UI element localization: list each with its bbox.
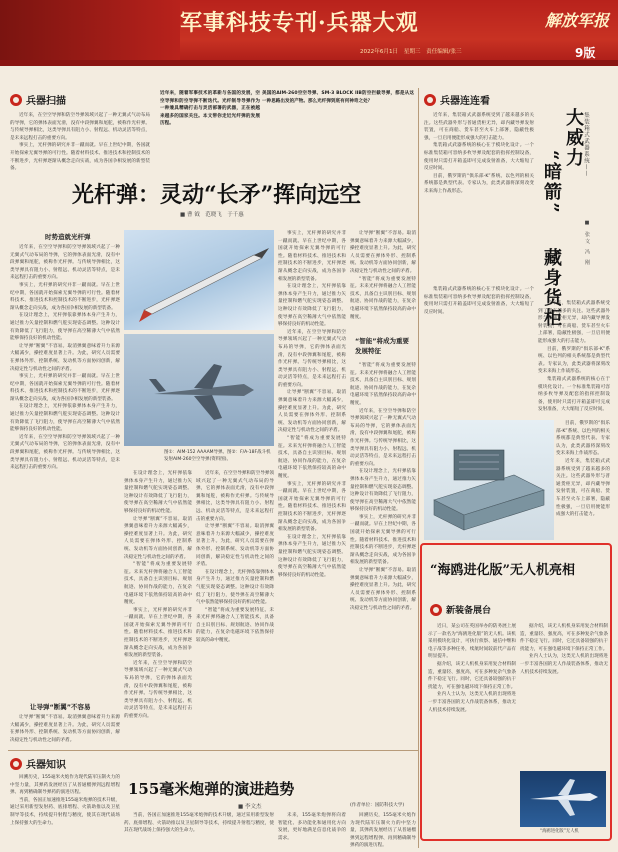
section-bullet-icon [430,604,442,616]
article-column-3: 近年来，在空空导弹和防空导弹领域兴起了一种无翼式气动布局的导弹，它的弹体表面光滑，没有中段弹翼和尾舵，被称作光杆弹。与传统导弹相比，这类导弹具有阻力小、射程远、机动灵活等特点，是未来远程打击的重要方向。 让导弹“断翼”不容易。取消弹翼意味着升力来源大幅减少，操控难度显著上升。为此，研究人员需要在弹体外形、控制系统、发动机等方面协同创新，解决稳定性与机动性之间的矛盾。 在设计理念上，光杆弹依靠弹体本身产生升力，通过推力矢量控制和燃气舵实现姿态调整。这种设计有效降低了飞行阻力，使导弹在高空稀薄大气中依然能够保持良好的机动性能。 “智能”将成为重要发展特征。未来光杆弹将融合人工智能技术，具备自主识别目标、规划航迹、协同作战的能力，在复杂电磁环境下依然保持较高的命中精度。 [196,471,274,644]
container-weapon-photo [424,420,554,540]
section-tag-knowledge: 兵器知识 [10,756,66,771]
column-divider [418,88,419,848]
subheading-2: 让导弹“断翼”不容易 [30,703,91,711]
section-divider [8,750,418,751]
drone-article-title: “海鸥进化版”无人机亮相 [430,563,575,578]
drone-column-2: 据介绍，该无人机机身采用复合材料制造，重量轻、强度高，可在多种复杂气象条件下稳定飞行。同时，它还具备较强的抗干扰能力，可在强电磁环境下保持正常工作。 业内人士认为，这类无人机的出现将进一步丰富各国的无人作战装备体系，推动无人机技术持续发展。 [520,624,608,675]
page-number: 9版 [575,46,596,60]
masthead [0,0,618,66]
bottom-article-title: 155毫米炮弹的演进趋势 [128,780,295,798]
drone-article-box[interactable] [420,543,612,841]
main-article-footer: (作者单位：国防科技大学) [350,803,405,808]
right-column-1b: 集装箱式武器系统的核心在于模块化设计。一个标准集装箱可容纳多枚导弹及配套的指挥控制设备，使用时只需打开箱盖即可完成发射准备，大大缩短了反应时间。 [424,287,534,315]
main-photo-caption: 图①：AIM-152 AAAAM导弹。图②：F/A-18F战斗机发射AIM-260空空导弹(资料图)。 [164,450,271,462]
fighter-jet-icon [124,334,274,446]
intro-blurb-right: 美国的AIM-260空空导弹、SM-3 BLOCK IIB防空拦截导弹，都是从这一种思路出发的产物。那么光纤弹到底有何神奇之处？ [262,91,414,104]
section-tag-expo: 兵器连连看 [424,92,490,107]
drone-photo-caption: “海鸥进化版”无人机 [540,829,579,834]
right-article-byline: ■ 张文 冯 刚 [584,220,590,267]
bottom-column-2: 当前，各国正加速推进155毫米炮弹的技术升级，通过采用新型发射药、底排增程、火箭助推以及卫星制导等技术，持续提升射程与精度，使其在现代战场上保持强大的生命力。 [124,813,274,834]
section-bullet-icon [10,94,22,106]
section-tag-scan: 兵器扫描 [10,92,66,107]
subheading-1: 时势造就光杆弹 [45,233,91,241]
right-article-title-a: 大威力 [563,108,584,168]
issue-date: 2022年6月1日 星期三 责任编辑/张三 [360,49,462,55]
drone-silhouette-icon [520,771,606,827]
shipping-container-icon [424,420,554,540]
intro-blurb: 近年来，随着军事技术的革新与各国的发展，空空导弹和防空导弹不断迭代。光纤制导导弹作为一种兼具精确打击与灵活部署的武器，正在被越来越多的国家关注。本文带你走近光纤弹的发展历程。 [160,91,260,127]
main-article-title: 光杆弹：灵动“长矛”挥向远空 [72,182,362,208]
drone-photo [520,771,606,827]
newspaper-logo: 解放军报 [545,11,610,30]
bottom-article-byline: ■ 李文杰 [238,804,262,810]
section-bullet-icon [10,758,22,770]
right-article-title-c: 藏身货柜 [541,248,562,328]
missile-illustration-icon [124,230,274,330]
right-article-kicker: 集装箱式武器系统—— [583,112,589,177]
page-title: 军事科技专刊·兵器大观 [180,10,419,36]
masthead-graphic [0,0,180,60]
bottom-column-1: 回溯历史，155毫米火炮作为现代陆军压制火力的中坚力量，其弹药发展经历了从普通榴弹到远程增程弹、再到精确制导弹药的演进历程。 当前，各国正加速推进155毫米炮弹的技术升级，通过采用新型发射药、底排增程、火箭助推以及卫星制导等技术，持续提升射程与精度，使其在现代战场上保持强大的生命力。 [10,775,120,826]
main-article-byline: ■ 曹 钺 范晓飞 于千惠 [180,212,244,218]
jet-photo [124,334,274,446]
article-column-1a: 近年来，在空空导弹和防空导弹领域兴起了一种无翼式气动布局的导弹，它的弹体表面光滑，没有中段弹翼和尾舵，被称作光杆弹。与传统导弹相比，这类导弹具有阻力小、射程远、机动灵活等特点，是未来远程打击的重要方向。 事实上，光杆弹的研究并非一蹴而就。早在上世纪中期，各国就开始探索无翼导弹的可行性。随着材料技术、推进技术和控制技术的不断进步，光杆弹逐渐从概念走向实战，成为各国争相发展的新型装备。 [10,113,150,172]
right-column-2: 近年来，集装箱式武器系统受到了越来越多的关注。这些武器外形与普通货柜无异，却内藏导弹发射装置，可在商船、货车甚至火车上部署，隐蔽性极强，一旦启用便能形成强大的打击能力。 目前，俄罗斯的“俱乐部-K”系统、以色列的相关系统都是典型代表。专家认为，此类武器将深刻改变未来海上作战形态。 集装箱式武器系统的核心在于模块化设计。一个标准集装箱可容纳多枚导弹及配套的指挥控制设备，使用时只需打开箱盖即可完成发射准备，大大缩短了反应时间。 [538,301,610,413]
section-bullet-icon [424,94,436,106]
right-article-title-b: “暗箭” [541,150,562,215]
masthead-bar [0,60,618,66]
bottom-column-4: 回溯历史，155毫米火炮作为现代陆军压制火力的中坚力量，其弹药发展经历了从普通榴弹到远程增程弹、再到精确制导弹药的演进历程。 [350,813,416,848]
right-column-1a: 近年来，集装箱式武器系统受到了越来越多的关注。这些武器外形与普通货柜无异，却内藏导弹发射装置，可在商船、货车甚至火车上部署，隐蔽性极强，一旦启用便能形成强大的打击能力。 集装箱式武器系统的核心在于模块化设计。一个标准集装箱可容纳多枚导弹及配套的指挥控制设备，使用时只需打开箱盖即可完成发射准备，大大缩短了反应时间。 目前，俄罗斯的“俱乐部-K”系统、以色列的相关系统都是典型代表。专家认为，此类武器将深刻改变未来海上作战形态。 [424,113,534,194]
bottom-column-3: 未来，155毫米炮弹将向着智能化、多功能化和通用化方向发展，更好地满足信息化战争的需求。 [278,813,346,841]
article-column-1: 近年来，在空空导弹和防空导弹领域兴起了一种无翼式气动布局的导弹，它的弹体表面光滑，没有中段弹翼和尾舵，被称作光杆弹。与传统导弹相比，这类导弹具有阻力小、射程远、机动灵活等特点，是未来远程打击的重要方向。 事实上，光杆弹的研究并非一蹴而就。早在上世纪中期，各国就开始探索无翼导弹的可行性。随着材料技术、推进技术和控制技术的不断进步，光杆弹逐渐从概念走向实战，成为各国争相发展的新型装备。 在设计理念上，光杆弹依靠弹体本身产生升力，通过推力矢量控制和燃气舵实现姿态调整。这种设计有效降低了飞行阻力，使导弹在高空稀薄大气中依然能够保持良好的机动性能。 让导弹“断翼”不容易。取消弹翼意味着升力来源大幅减少，操控难度显著上升。为此，研究人员需要在弹体外形、控制系统、发动机等方面协同创新，解决稳定性与机动性之间的矛盾。 事实上，光杆弹的研究并非一蹴而就。早在上世纪中期，各国就开始探索无翼导弹的可行性。随着材料技术、推进技术和控制技术的不断进步，光杆弹逐渐从概念走向实战，成为各国争相发展的新型装备。 在设计理念上，光杆弹依靠弹体本身产生升力，通过推力矢量控制和燃气舵实现姿态调整。这种设计有效降低了飞行阻力，使导弹在高空稀薄大气中依然能够保持良好的机动性能。 近年来，在空空导弹和防空导弹领域兴起了一种无翼式气动布局的导弹，它的弹体表面光滑，没有中段弹翼和尾舵，被称作光杆弹。与传统导弹相比，这类导弹具有阻力小、射程远、机动灵活等特点，是未来远程打击的重要方向。 [10,245,120,471]
drone-column-1: 近日，某公司在英国举办的防务展上展示了一款名为“海鸥进化版”的无人机。该机采用模块化设计，可执行侦察、通信中继和电子战等多种任务，续航时间较前代产品有明显提升。 据介绍，该无人机机身采用复合材料制造，重量轻、强度高，可在多种复杂气象条件下稳定飞行。同时，它还具备较强的抗干扰能力，可在强电磁环境下保持正常工作。 业内人士认为，这类无人机的出现将进一步丰富各国的无人作战装备体系，推动无人机技术持续发展。 [428,624,516,713]
article-column-4: 事实上，光杆弹的研究并非一蹴而就。早在上世纪中期，各国就开始探索无翼导弹的可行性。随着材料技术、推进技术和控制技术的不断进步，光杆弹逐渐从概念走向实战，成为各国争相发展的新型装备。 在设计理念上，光杆弹依靠弹体本身产生升力，通过推力矢量控制和燃气舵实现姿态调整。这种设计有效降低了飞行阻力，使导弹在高空稀薄大气中依然能够保持良好的机动性能。 近年来，在空空导弹和防空导弹领域兴起了一种无翼式气动布局的导弹，它的弹体表面光滑，没有中段弹翼和尾舵，被称作光杆弹。与传统导弹相比，这类导弹具有阻力小、射程远、机动灵活等特点，是未来远程打击的重要方向。 让导弹“断翼”不容易。取消弹翼意味着升力来源大幅减少，操控难度显著上升。为此，研究人员需要在弹体外形、控制系统、发动机等方面协同创新，解决稳定性与机动性之间的矛盾。 “智能”将成为重要发展特征。未来光杆弹将融合人工智能技术，具备自主识别目标、规划航迹、协同作战的能力，在复杂电磁环境下依然保持较高的命中精度。 事实上，光杆弹的研究并非一蹴而就。早在上世纪中期，各国就开始探索无翼导弹的可行性。随着材料技术、推进技术和控制技术的不断进步，光杆弹逐渐从概念走向实战，成为各国争相发展的新型装备。 在设计理念上，光杆弹依靠弹体本身产生升力，通过推力矢量控制和燃气舵实现姿态调整。这种设计有效降低了飞行阻力，使导弹在高空稀薄大气中依然能够保持良好的机动性能。 [278,231,346,578]
section-tag-newarms: 新装备展台 [430,603,491,616]
right-column-3: 目前，俄罗斯的“俱乐部-K”系统、以色列的相关系统都是典型代表。专家认为，此类武器将深刻改变未来海上作战形态。 近年来，集装箱式武器系统受到了越来越多的关注。这些武器外形与普通货柜无异，却内藏导弹发射装置，可在商船、货车甚至火车上部署，隐蔽性极强，一旦启用便能形成强大的打击能力。 [556,421,610,518]
article-column-2: 在设计理念上，光杆弹依靠弹体本身产生升力，通过推力矢量控制和燃气舵实现姿态调整。这种设计有效降低了飞行阻力，使导弹在高空稀薄大气中依然能够保持良好的机动性能。 让导弹“断翼”不容易。取消弹翼意味着升力来源大幅减少，操控难度显著上升。为此，研究人员需要在弹体外形、控制系统、发动机等方面协同创新，解决稳定性与机动性之间的矛盾。 “智能”将成为重要发展特征。未来光杆弹将融合人工智能技术，具备自主识别目标、规划航迹、协同作战的能力，在复杂电磁环境下依然保持较高的命中精度。 事实上，光杆弹的研究并非一蹴而就。早在上世纪中期，各国就开始探索无翼导弹的可行性。随着材料技术、推进技术和控制技术的不断进步，光杆弹逐渐从概念走向实战，成为各国争相发展的新型装备。 近年来，在空空导弹和防空导弹领域兴起了一种无翼式气动布局的导弹，它的弹体表面光滑，没有中段弹翼和尾舵，被称作光杆弹。与传统导弹相比，这类导弹具有阻力小、射程远、机动灵活等特点，是未来远程打击的重要方向。 [124,471,192,719]
article-column-5: “智能”将成为重要发展特征。未来光杆弹将融合人工智能技术，具备自主识别目标、规划航迹、协同作战的能力，在复杂电磁环境下依然保持较高的命中精度。 近年来，在空空导弹和防空导弹领域兴起了一种无翼式气动布局的导弹，它的弹体表面光滑，没有中段弹翼和尾舵，被称作光杆弹。与传统导弹相比，这类导弹具有阻力小、射程远、机动灵活等特点，是未来远程打击的重要方向。 在设计理念上，光杆弹依靠弹体本身产生升力，通过推力矢量控制和燃气舵实现姿态调整。这种设计有效降低了飞行阻力，使导弹在高空稀薄大气中依然能够保持良好的机动性能。 事实上，光杆弹的研究并非一蹴而就。早在上世纪中期，各国就开始探索无翼导弹的可行性。随着材料技术、推进技术和控制技术的不断进步，光杆弹逐渐从概念走向实战，成为各国争相发展的新型装备。 让导弹“断翼”不容易。取消弹翼意味着升力来源大幅减少，操控难度显著上升。为此，研究人员需要在弹体外形、控制系统、发动机等方面协同创新，解决稳定性与机动性之间的矛盾。 [350,363,416,611]
article-column-5a: 让导弹“断翼”不容易。取消弹翼意味着升力来源大幅减少，操控难度显著上升。为此，研究人员需要在弹体外形、控制系统、发动机等方面协同创新，解决稳定性与机动性之间的矛盾。 “智能”将成为重要发展特征。未来光杆弹将融合人工智能技术，具备自主识别目标、规划航迹、协同作战的能力，在复杂电磁环境下依然保持较高的命中精度。 [350,231,416,320]
missile-photo [124,230,274,330]
subheading-3: “智能”将成为重要发展特征 [355,337,410,355]
article-column-1b: 让导弹“断翼”不容易。取消弹翼意味着升力来源大幅减少，操控难度显著上升。为此，研究人员需要在弹体外形、控制系统、发动机等方面协同创新，解决稳定性与机动性之间的矛盾。 [10,715,120,743]
